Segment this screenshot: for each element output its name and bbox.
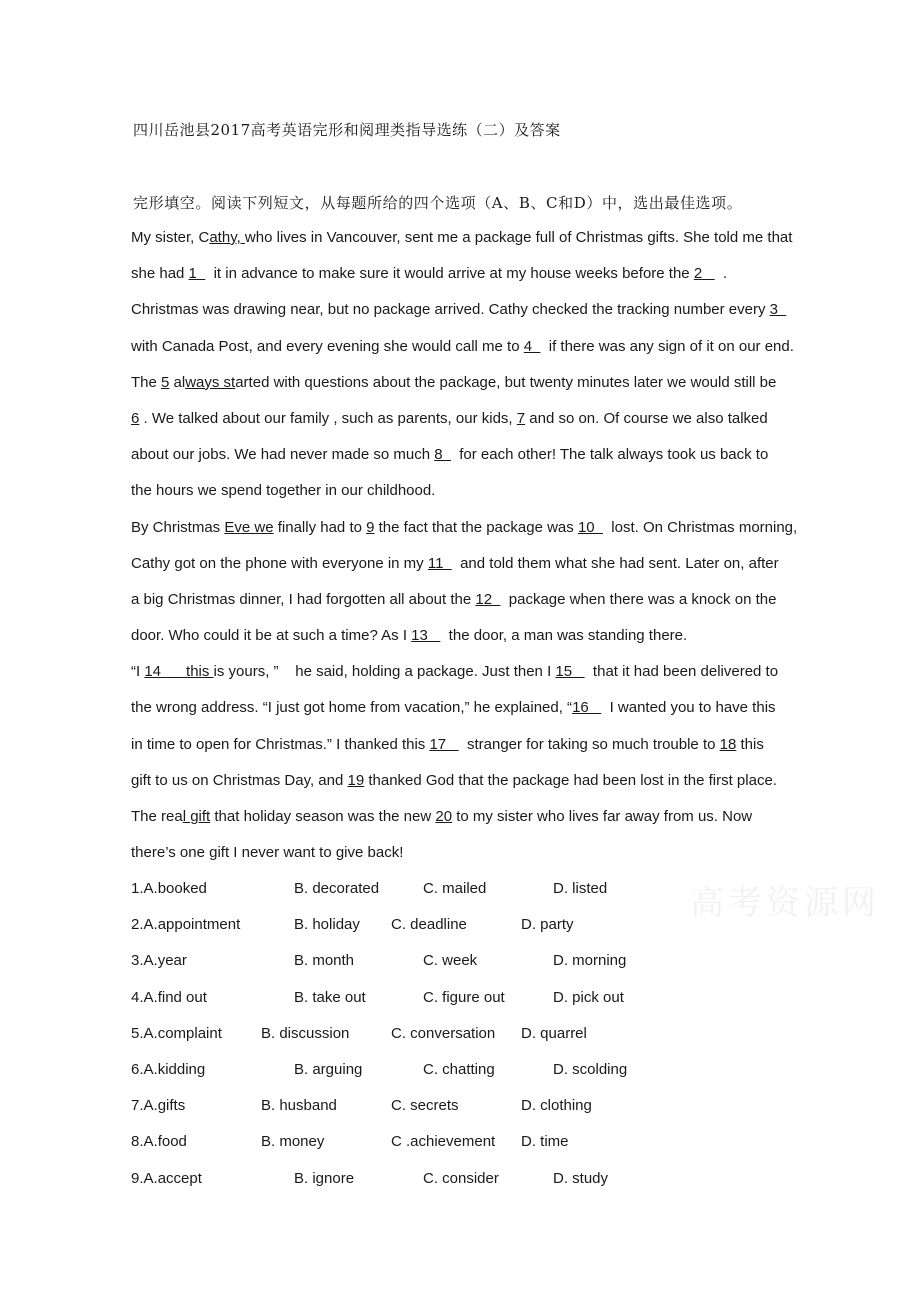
option-c: C. week [423, 952, 478, 970]
passage-line [131, 841, 811, 877]
underlined-text: 20 [435, 808, 453, 825]
option-b: B. take out [294, 988, 366, 1006]
passage-text: and so on. Of course we also talked [525, 409, 768, 427]
cloze-passage [131, 226, 811, 877]
underlined-text: Eve we [224, 518, 274, 536]
passage-text: . We talked about our family , such as parents, our kids, [139, 409, 517, 427]
option-text: A.appointment [143, 916, 241, 934]
answer-options [131, 877, 781, 1203]
passage-text: package when there was a knock on the [500, 590, 777, 608]
underlined-text: 9 [366, 518, 375, 536]
passage-text: stranger for taking so much trouble to [458, 735, 720, 753]
underlined-text: ways st [185, 373, 236, 391]
option-row [131, 986, 781, 1022]
option-text: A.complaint [143, 1024, 222, 1042]
passage-line [131, 624, 811, 660]
option-a [131, 1058, 205, 1082]
passage-text: gift to us on Christmas Day, and [131, 771, 348, 789]
passage-text: she had [131, 265, 189, 283]
passage-line [131, 443, 811, 479]
passage-text: in time to open for Christmas.” I thanked this [131, 735, 430, 753]
passage-text: and told them what she had sent. Later on, after [451, 554, 779, 572]
option-c: C. figure out [423, 988, 505, 1006]
option-a [131, 1167, 202, 1191]
passage-line [131, 226, 811, 262]
passage-text: door. Who could it be at such a time? As I [131, 627, 412, 645]
underlined-text: 13 [411, 627, 441, 645]
passage-line [131, 805, 811, 841]
option-text: A.accept [143, 1169, 202, 1187]
option-b: B. discussion [261, 1024, 350, 1042]
option-d: D. morning [553, 952, 627, 970]
option-d: D. study [553, 1169, 609, 1187]
passage-text: who lives in Vancouver, sent me a package full of Christmas gifts. She told me that [244, 229, 793, 246]
option-c: C. consider [423, 1169, 499, 1187]
passage-line [131, 660, 811, 696]
underlined-text: 8 [434, 446, 451, 464]
option-b: B. decorated [294, 880, 380, 897]
option-b: B. month [294, 952, 355, 970]
option-row [131, 949, 781, 985]
option-row [131, 877, 781, 913]
question-number: 2. [131, 916, 144, 934]
question-number: 1. [131, 880, 144, 897]
passage-line [131, 479, 811, 515]
underlined-text: 11 [427, 554, 452, 572]
passage-text: with Canada Post, and every evening she would call me to [131, 337, 524, 355]
option-b: B. ignore [294, 1169, 355, 1187]
underlined-text: 14 this [144, 663, 214, 681]
option-text: A.gifts [143, 1097, 186, 1115]
passage-text: The rea [131, 808, 183, 825]
passage-text: My sister, C [131, 229, 210, 246]
passage-text: a big Christmas dinner, I had forgotten all about the [131, 590, 476, 608]
option-d: D. quarrel [521, 1024, 587, 1042]
passage-text: The [131, 373, 162, 391]
passage-text: al [169, 373, 186, 391]
option-d: D. listed [553, 880, 608, 897]
option-c: C. chatting [423, 1060, 495, 1078]
passage-text: there’s one gift I never want to give back! [131, 844, 404, 862]
passage-line [131, 298, 811, 334]
underlined-text: 16 [572, 699, 602, 717]
question-number: 4. [131, 988, 144, 1006]
passage-line [131, 262, 811, 298]
watermark: 高考资源网 [690, 883, 880, 923]
underlined-text: 1 [188, 265, 206, 283]
question-number: 7. [131, 1097, 144, 1115]
passage-line [131, 516, 811, 552]
passage-text: I wanted you to have this [601, 699, 776, 717]
passage-text: the wrong address. “I just got home from vacation,” he explained, “ [131, 699, 573, 717]
option-text: A.booked [143, 880, 207, 897]
option-row [131, 1058, 781, 1094]
option-c: C. conversation [391, 1024, 496, 1042]
underlined-text: 3 [769, 301, 787, 319]
underlined-text: 4 [523, 337, 541, 355]
passage-text: Cathy got on the phone with everyone in my [131, 554, 428, 572]
option-text: A.year [143, 952, 187, 970]
passage-text: the fact that the package was [374, 518, 578, 536]
option-row [131, 1130, 781, 1166]
option-row [131, 913, 781, 949]
passage-line [131, 371, 811, 407]
option-text: A.food [143, 1133, 187, 1151]
option-c: C. secrets [391, 1097, 459, 1115]
question-number: 3. [131, 952, 144, 970]
passage-text: Christmas was drawing near, but no package arrived. Cathy checked the tracking number every [131, 301, 770, 319]
passage-text: is yours, ” he said, holding a package. Just then I [213, 663, 556, 681]
passage-text: about our jobs. We had never made so much [131, 446, 435, 464]
option-row [131, 1167, 781, 1203]
option-d: D. clothing [521, 1097, 592, 1115]
option-d: D. pick out [553, 988, 624, 1006]
option-d: D. scolding [553, 1060, 628, 1078]
option-d: D. party [521, 916, 574, 934]
option-row [131, 1022, 781, 1058]
option-a [131, 913, 240, 937]
passage-text: that it had been delivered to [584, 663, 779, 681]
option-text: A.kidding [143, 1060, 206, 1078]
question-number: 8. [131, 1133, 144, 1151]
underlined-text: 15 [555, 663, 585, 681]
question-number: 5. [131, 1024, 144, 1042]
option-c: C .achievement [391, 1133, 496, 1151]
passage-text: . [714, 265, 728, 283]
option-row [131, 1094, 781, 1130]
option-a [131, 1094, 185, 1118]
passage-text: finally had to [273, 518, 367, 536]
underlined-text: 7 [516, 409, 526, 427]
underlined-text: 17 [429, 735, 459, 753]
passage-text: thanked God that the package had been lost in the first place. [364, 771, 777, 789]
passage-text: “I [131, 663, 145, 681]
passage-line [131, 552, 811, 588]
option-b: B. money [261, 1133, 325, 1151]
passage-text: the door, a man was standing there. [440, 627, 688, 645]
passage-text: for each other! The talk always took us back to [450, 446, 769, 464]
question-number: 9. [131, 1169, 144, 1187]
option-a [131, 1022, 222, 1046]
passage-line [131, 733, 811, 769]
passage-text: arted with questions about the package, but twenty minutes later we would still be [235, 373, 777, 391]
underlined-text: 10 [577, 518, 603, 536]
passage-line [131, 407, 811, 443]
underlined-text: 18 [719, 735, 737, 753]
passage-line [131, 588, 811, 624]
passage-line [131, 769, 811, 805]
underlined-text: 12 [475, 590, 501, 608]
passage-text: By Christmas [131, 518, 225, 536]
passage-text: that holiday season was the new [210, 808, 436, 825]
option-c: C. mailed [423, 880, 487, 897]
option-d: D. time [521, 1133, 569, 1151]
underlined-text: 2 [693, 265, 715, 283]
underlined-text: 19 [347, 771, 365, 789]
option-c: C. deadline [391, 916, 467, 934]
option-text: A.find out [143, 988, 207, 1006]
underlined-text: athy, [209, 229, 245, 246]
option-a [131, 986, 207, 1010]
page-title: 四川岳池县2017高考英语完形和阅理类指导选练（二）及答案 [133, 121, 561, 139]
passage-line [131, 696, 811, 732]
instructions: 完形填空。阅读下列短文，从每题所给的四个选项（A、B、C和D）中，选出最佳选项。 [133, 194, 743, 212]
option-a [131, 877, 207, 901]
option-b: B. arguing [294, 1060, 363, 1078]
option-a [131, 1130, 187, 1154]
option-b: B. holiday [294, 916, 360, 934]
question-number: 6. [131, 1060, 144, 1078]
passage-text: to my sister who lives far away from us. Now [452, 808, 753, 825]
passage-text: the hours we spend together in our childhood. [131, 482, 436, 500]
underlined-text: l gift [182, 808, 211, 825]
underlined-text: 6 [131, 409, 140, 427]
passage-text: it in advance to make sure it would arrive at my house weeks before the [205, 265, 694, 283]
passage-text: this [736, 735, 764, 753]
passage-text: lost. On Christmas morning, [602, 518, 798, 536]
option-b: B. husband [261, 1097, 337, 1115]
passage-line [131, 335, 811, 371]
option-a [131, 949, 187, 973]
underlined-text: 5 [161, 373, 170, 391]
passage-text: if there was any sign of it on our end. [540, 337, 794, 355]
